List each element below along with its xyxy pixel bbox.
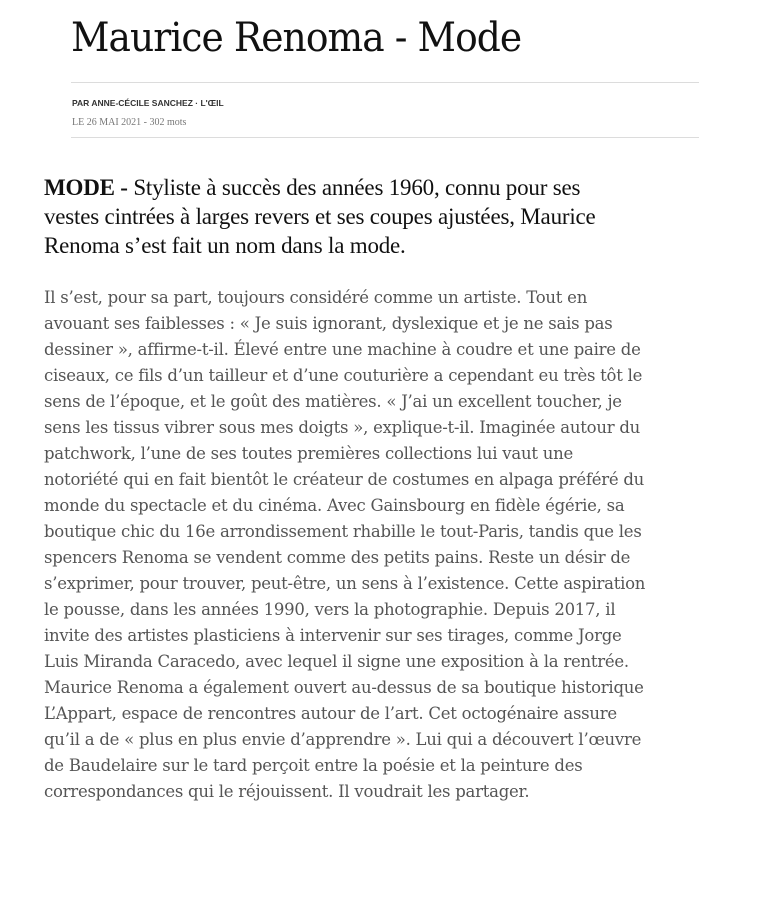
- body-line: sens de l’époque, et le goût des matières. « J’ai un excellent toucher, je: [44, 392, 622, 411]
- body-line: Luis Miranda Caracedo, avec lequel il signe une exposition à la rentrée.: [44, 652, 629, 671]
- body-line: dessiner », affirme-t-il. Élevé entre une machine à coudre et une paire de: [44, 340, 641, 359]
- body-line: invite des artistes plasticiens à intervenir sur ses tirages, comme Jorge: [44, 626, 622, 645]
- body-line: qu’il a de « plus en plus envie d’apprendre ». Lui qui a découvert l’œuvre: [44, 730, 642, 749]
- article-byline: PAR ANNE-CÉCILE SANCHEZ · L'ŒIL: [72, 98, 224, 108]
- lead-line: Renoma s’est fait un nom dans la mode.: [44, 233, 406, 258]
- body-line: Maurice Renoma a également ouvert au-dessus de sa boutique historique: [44, 678, 644, 697]
- body-line: patchwork, l’une de ses toutes premières collections lui vaut une: [44, 444, 573, 463]
- lead-line: Styliste à succès des années 1960, connu pour ses: [133, 175, 581, 200]
- body-line: Il s’est, pour sa part, toujours considéré comme un artiste. Tout en: [44, 288, 588, 307]
- header-divider-top: [71, 82, 699, 83]
- body-line: ciseaux, ce fils d’un tailleur et d’une couturière a cependant eu très tôt le: [44, 366, 643, 385]
- body-line: L’Appart, espace de rencontres autour de l’art. Cet octogénaire assure: [44, 704, 617, 723]
- body-line: de Baudelaire sur le tard perçoit entre la poésie et la peinture des: [44, 756, 583, 775]
- body-line: avouant ses faiblesses : « Je suis ignorant, dyslexique et je ne sais pas: [44, 314, 613, 333]
- body-line: le pousse, dans les années 1990, vers la photographie. Depuis 2017, il: [44, 600, 616, 619]
- body-line: notoriété qui en fait bientôt le créateur de costumes en alpaga préféré du: [44, 470, 645, 489]
- body-line: sens les tissus vibrer sous mes doigts », explique-t-il. Imaginée autour du: [44, 418, 641, 437]
- article-body: [44, 285, 744, 805]
- body-line: s’exprimer, pour trouver, peut-être, un sens à l’existence. Cette aspiration: [44, 574, 646, 593]
- body-line: monde du spectacle et du cinéma. Avec Gainsbourg en fidèle égérie, sa: [44, 496, 625, 515]
- body-line: boutique chic du 16e arrondissement rhabille le tout-Paris, tandis que les: [44, 522, 642, 541]
- lead-line: vestes cintrées à larges revers et ses coupes ajustées, Maurice: [44, 204, 596, 229]
- body-line: correspondances qui le réjouissent. Il voudrait les partager.: [44, 782, 530, 801]
- lead-section-kicker: MODE -: [44, 175, 134, 200]
- article-date-wordcount: LE 26 MAI 2021 - 302 mots: [72, 117, 187, 128]
- header-divider-bottom: [71, 137, 699, 138]
- article-lead: [44, 173, 734, 260]
- body-line: spencers Renoma se vendent comme des petits pains. Reste un désir de: [44, 548, 631, 567]
- article-title: Maurice Renoma - Mode: [71, 15, 522, 61]
